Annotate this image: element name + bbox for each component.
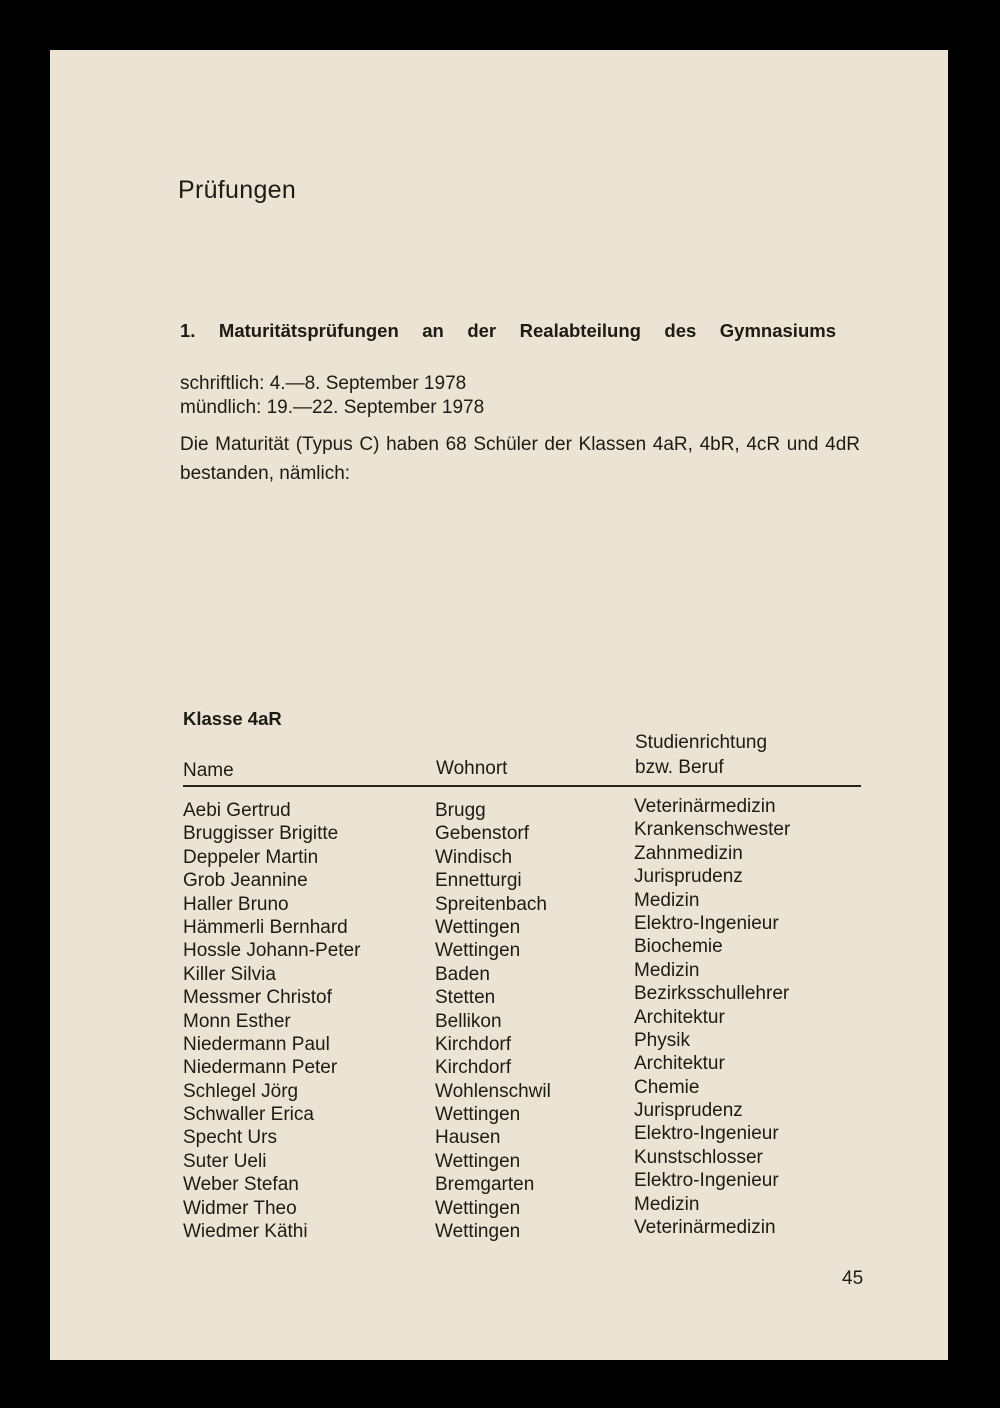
column-header-study xyxy=(635,730,767,780)
table-row xyxy=(183,1076,873,1103)
page-heading: Prüfungen xyxy=(178,176,297,204)
student-name: Bruggisser Brigitte xyxy=(183,823,339,845)
student-residence: Brugg xyxy=(435,800,486,821)
column-header-residence: Wohnort xyxy=(436,758,508,779)
student-name: Aebi Gertrud xyxy=(183,800,291,821)
student-study: Medizin xyxy=(634,1193,700,1215)
student-residence: Windisch xyxy=(435,846,513,868)
table-row xyxy=(183,1170,873,1196)
student-residence: Ennetturgi xyxy=(435,870,522,892)
header-rule xyxy=(183,785,861,787)
oral-exam-date: mündlich: 19.—22. September 1978 xyxy=(180,397,485,418)
section-title-word: der xyxy=(467,320,497,341)
written-exam-date: schriftlich: 4.—8. September 1978 xyxy=(180,373,467,394)
student-name: Specht Urs xyxy=(183,1127,277,1149)
table-row xyxy=(183,842,873,869)
student-name: Niedermann Peter xyxy=(183,1057,338,1079)
table-row xyxy=(183,866,873,892)
student-study: Veterinärmedizin xyxy=(634,796,776,817)
student-name: Haller Bruno xyxy=(183,893,289,915)
student-residence: Wettingen xyxy=(435,940,521,962)
table-row xyxy=(183,983,873,1009)
intro-paragraph: Die Maturität (Typus C) haben 68 Schüler der Klassen 4aR, 4bR, 4cR und 4dR bestanden, nämlich: xyxy=(180,434,860,484)
student-residence: Wettingen xyxy=(435,1150,521,1172)
student-residence: Kirchdorf xyxy=(435,1033,512,1055)
student-study: Jurisprudenz xyxy=(634,1100,743,1122)
student-study: Physik xyxy=(634,1029,690,1051)
exam-dates xyxy=(180,372,484,420)
student-study: Biochemie xyxy=(634,936,723,958)
student-name: Deppeler Martin xyxy=(183,846,319,868)
student-study: Medizin xyxy=(634,959,700,981)
student-name: Hämmerli Bernhard xyxy=(183,916,348,938)
student-residence: Wettingen xyxy=(435,1104,521,1126)
table-row xyxy=(183,1217,873,1243)
student-study: Architektur xyxy=(634,1053,725,1075)
student-residence: Bellikon xyxy=(435,1010,502,1032)
section-title-word: des xyxy=(664,320,697,341)
student-study: Krankenschwester xyxy=(634,819,791,841)
student-study: Jurisprudenz xyxy=(634,866,743,888)
student-residence: Kirchdorf xyxy=(435,1057,512,1079)
document-page xyxy=(50,50,948,1360)
student-residence: Gebenstorf xyxy=(435,823,529,845)
student-residence: Wettingen xyxy=(435,1197,521,1219)
student-name: Killer Silvia xyxy=(183,963,276,985)
student-residence: Bremgarten xyxy=(435,1174,535,1196)
page-number: 45 xyxy=(842,1268,864,1289)
student-name: Hossle Johann-Peter xyxy=(183,940,361,962)
student-residence: Wettingen xyxy=(435,1221,521,1243)
student-study: Zahnmedizin xyxy=(634,842,743,864)
column-header-study-line: Studienrichtung xyxy=(635,732,768,753)
student-name: Widmer Theo xyxy=(183,1197,297,1219)
class-title: Klasse 4aR xyxy=(183,708,282,729)
student-name: Monn Esther xyxy=(183,1010,291,1032)
student-residence: Wettingen xyxy=(435,916,521,938)
table-row xyxy=(183,912,873,939)
student-name: Schlegel Jörg xyxy=(183,1080,299,1102)
table-row xyxy=(183,1029,873,1056)
student-study: Medizin xyxy=(634,889,700,911)
table-row xyxy=(183,1053,873,1079)
column-header-name: Name xyxy=(183,760,234,781)
student-study: Elektro-Ingenieur xyxy=(634,912,779,934)
student-name: Wiedmer Käthi xyxy=(183,1221,308,1243)
table-row xyxy=(183,1006,873,1033)
table-row xyxy=(183,1123,873,1149)
table-row xyxy=(183,819,873,845)
student-study: Chemie xyxy=(634,1076,700,1098)
student-list xyxy=(183,796,873,1243)
section-title xyxy=(180,320,836,342)
table-row xyxy=(183,936,873,962)
student-residence: Stetten xyxy=(435,987,496,1009)
section-title-word: Maturitätsprüfungen xyxy=(218,320,399,341)
student-name: Schwaller Erica xyxy=(183,1104,314,1126)
student-name: Niedermann Paul xyxy=(183,1033,330,1055)
student-study: Veterinärmedizin xyxy=(634,1217,776,1239)
student-study: Bezirksschullehrer xyxy=(634,983,790,1005)
student-residence: Spreitenbach xyxy=(435,893,547,915)
student-study: Architektur xyxy=(634,1006,725,1028)
section-number: 1. xyxy=(180,320,196,341)
student-study: Elektro-Ingenieur xyxy=(634,1123,779,1145)
student-name: Grob Jeannine xyxy=(183,870,308,892)
student-residence: Hausen xyxy=(435,1127,501,1149)
column-header-study-line: bzw. Beruf xyxy=(635,757,724,778)
student-residence: Wohlenschwil xyxy=(435,1080,551,1102)
student-name: Suter Ueli xyxy=(183,1150,267,1172)
student-study: Elektro-Ingenieur xyxy=(634,1170,779,1192)
section-title-word: an xyxy=(422,320,444,341)
student-name: Messmer Christof xyxy=(183,987,332,1009)
student-residence: Baden xyxy=(435,963,490,985)
section-title-word: Gymnasiums xyxy=(719,320,836,341)
student-study: Kunstschlosser xyxy=(634,1146,763,1168)
section-title-word: Realabteilung xyxy=(519,320,641,341)
student-name: Weber Stefan xyxy=(183,1174,299,1196)
